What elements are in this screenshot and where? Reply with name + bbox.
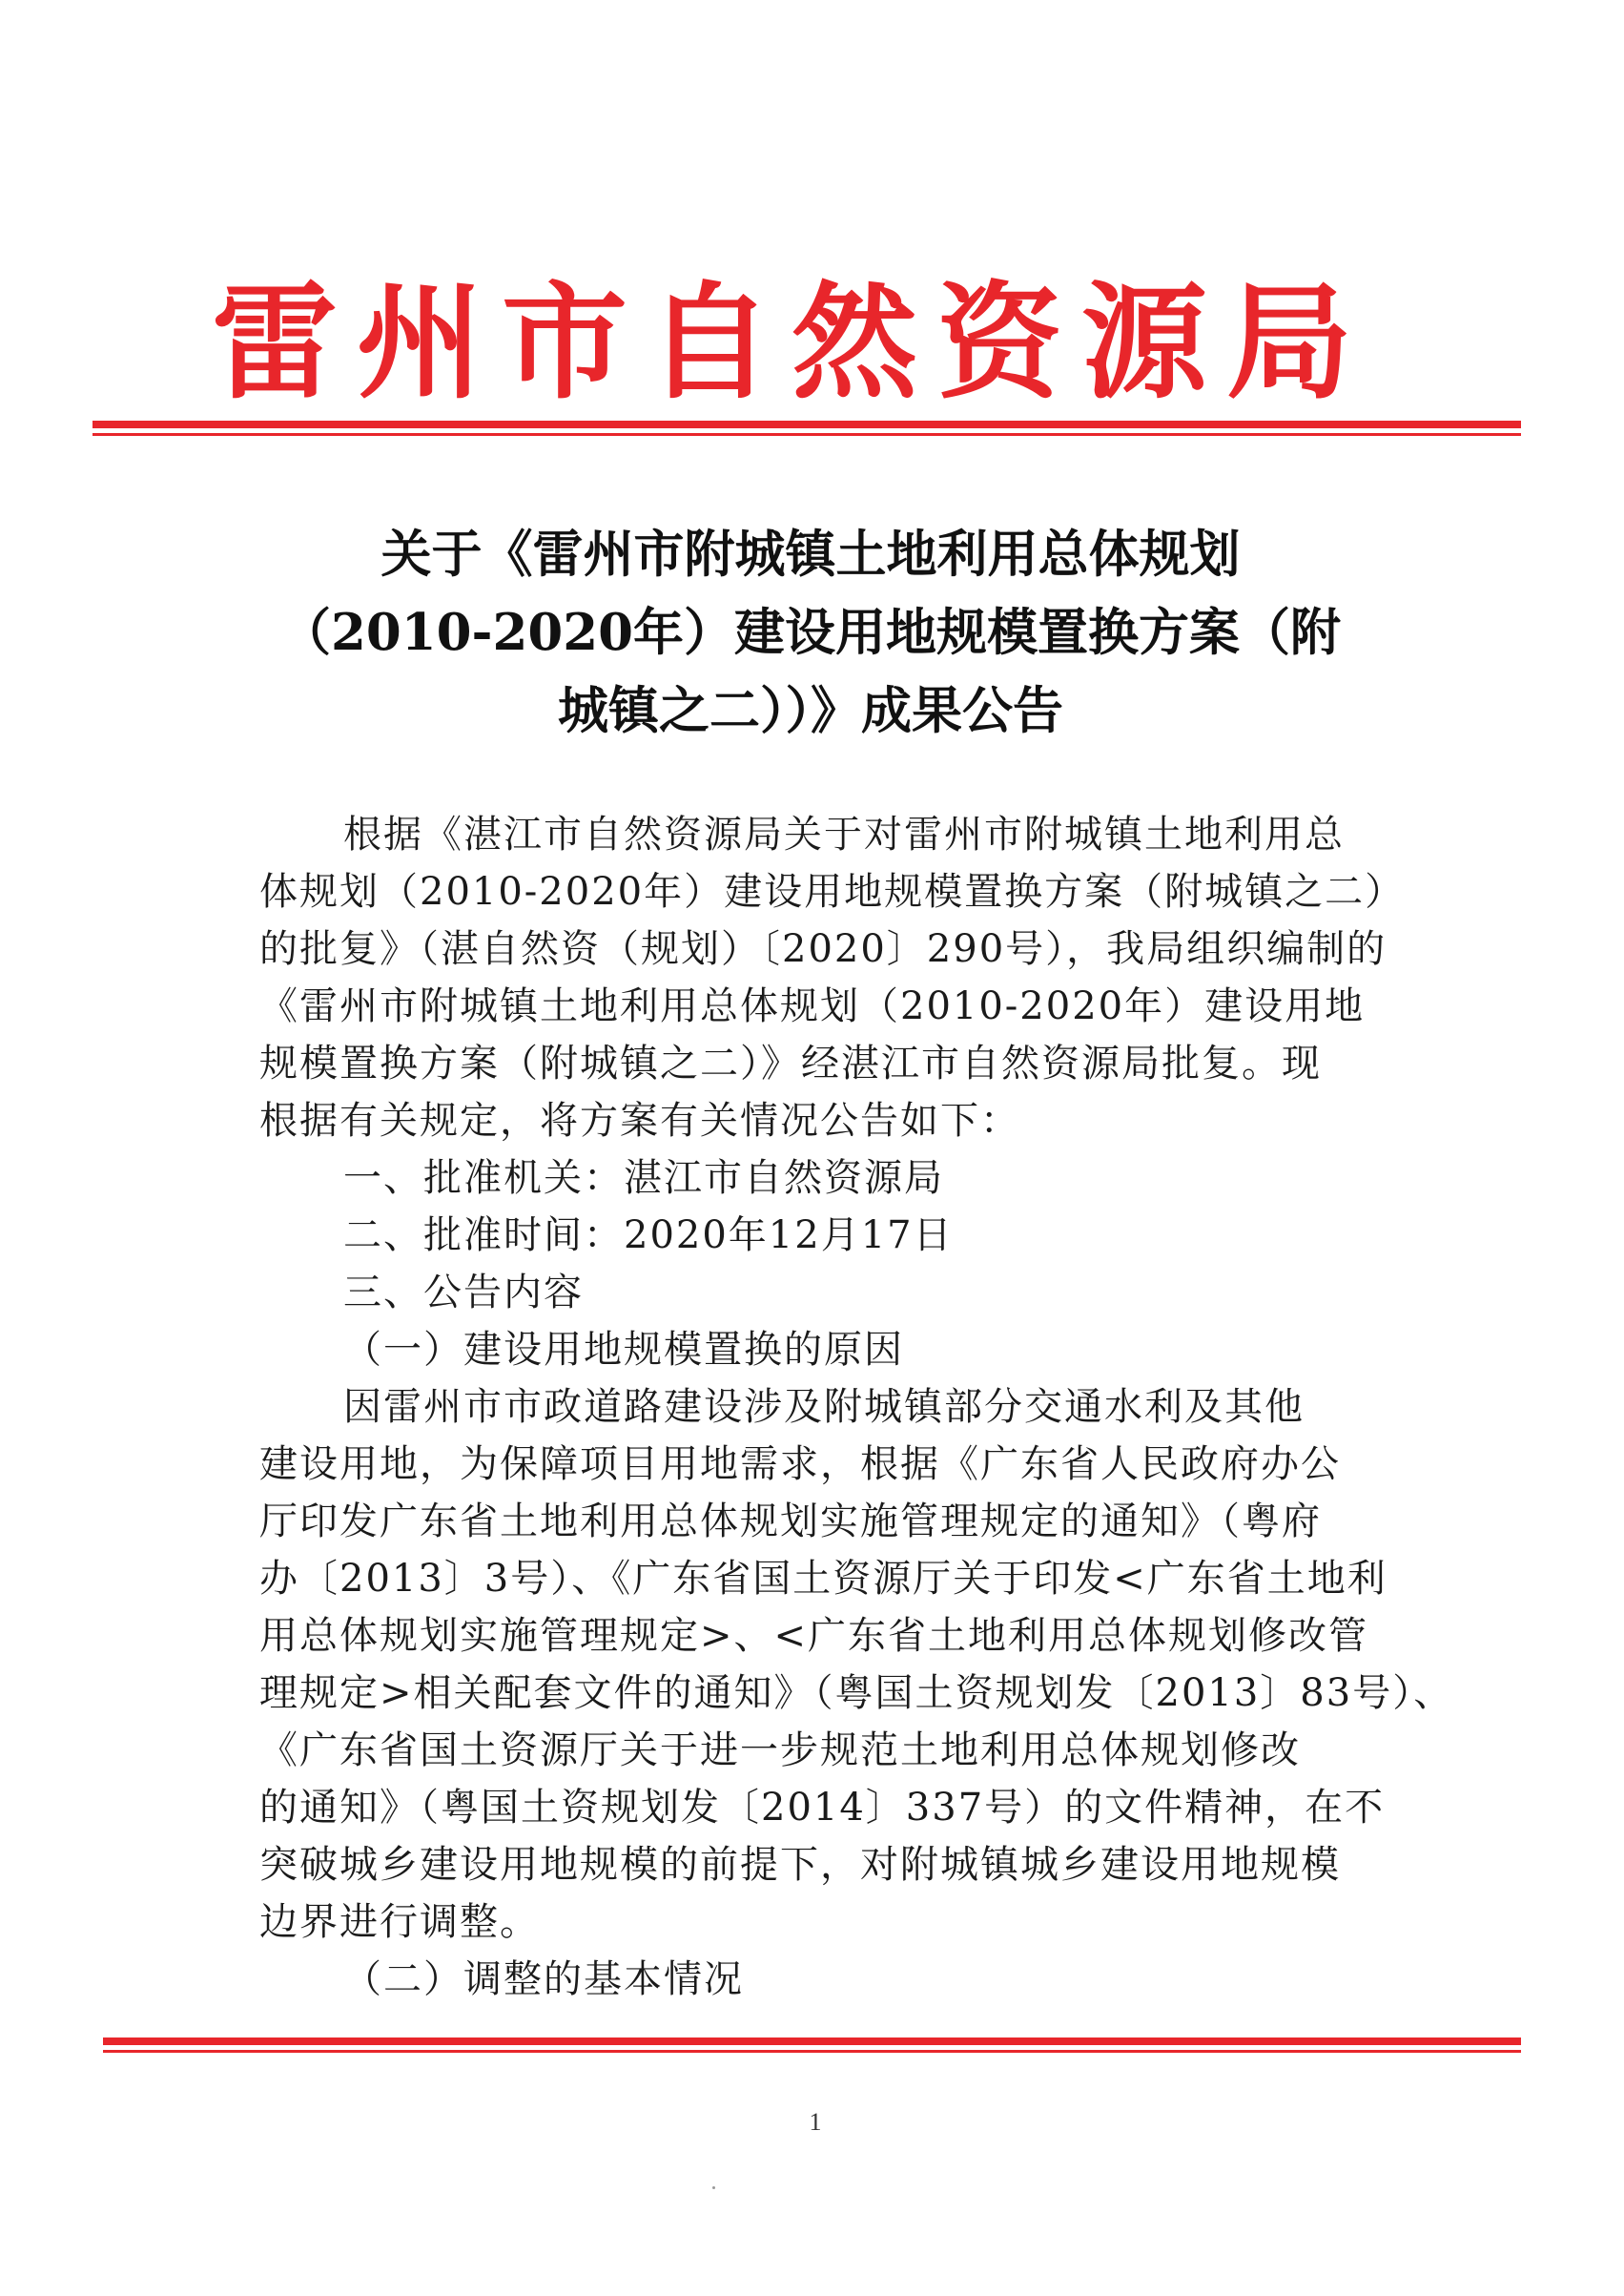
body-line: 《广东省国土资源厅关于进一步规范土地利用总体规划修改: [259, 1728, 1301, 1772]
body-line: 边界进行调整。: [259, 1900, 540, 1944]
body-line: 根据有关规定，将方案有关情况公告如下：: [259, 1099, 1020, 1143]
body-line: 因雷州市市政道路建设涉及附城镇部分交通水利及其他: [343, 1385, 1305, 1429]
scan-speck: [712, 2186, 715, 2189]
announcement-title: [191, 515, 1430, 750]
red-rule-thick: [93, 421, 1521, 428]
letterhead-red-rule: [93, 421, 1521, 436]
red-rule-thin: [103, 2050, 1521, 2053]
approval-authority: 一、批准机关：湛江市自然资源局: [343, 1156, 944, 1200]
body-line: 的通知》（粤国土资规划发〔2014〕337号）的文件精神，在不: [259, 1786, 1386, 1830]
section-heading: 三、公告内容: [343, 1271, 584, 1314]
body-line: 的批复》（湛自然资（规划）〔2020〕290号），我局组织编制的: [259, 927, 1388, 971]
body-line: 用总体规划实施管理规定>、<广东省土地利用总体规划修改管: [259, 1614, 1369, 1658]
red-rule-thick: [103, 2037, 1521, 2045]
body-line: 理规定>相关配套文件的通知》（粤国土资规划发〔2013〕83号）、: [259, 1671, 1454, 1715]
footer-red-rule: [103, 2037, 1521, 2053]
body-line: 建设用地，为保障项目用地需求，根据《广东省人民政府办公: [259, 1442, 1341, 1486]
title-line: （2010-2020年）建设用地规模置换方案（附: [279, 603, 1342, 662]
title-line: 关于《雷州市附城镇土地利用总体规划: [380, 525, 1241, 584]
title-line: 城镇之二））》成果公告: [558, 681, 1063, 740]
body-line: 办〔2013〕3号）、《广东省国土资源厅关于印发<广东省土地利: [259, 1557, 1388, 1601]
body-line: 规模置换方案（附城镇之二）》经湛江市自然资源局批复。现: [259, 1042, 1322, 1086]
page-number: 1: [809, 2108, 822, 2136]
body-line: 《雷州市附城镇土地利用总体规划（2010-2020年）建设用地: [259, 984, 1366, 1028]
body-line: 厅印发广东省土地利用总体规划实施管理规定的通知》（粤府: [259, 1500, 1322, 1543]
body-line: 根据《湛江市自然资源局关于对雷州市附城镇土地利用总: [343, 813, 1345, 857]
approval-date: 二、批准时间：2020年12月17日: [343, 1213, 954, 1257]
announcement-body: [259, 806, 1454, 2008]
subsection-heading: （一）建设用地规模置换的原因: [343, 1328, 904, 1372]
subsection-heading: （二）调整的基本情况: [343, 1957, 744, 2001]
body-line: 体规划（2010-2020年）建设用地规模置换方案（附城镇之二）: [259, 870, 1406, 914]
letterhead-org-name: 雷州市自然资源局: [212, 269, 1371, 417]
body-line: 突破城乡建设用地规模的前提下，对附城镇城乡建设用地规模: [259, 1843, 1341, 1887]
red-rule-thin: [93, 433, 1521, 436]
